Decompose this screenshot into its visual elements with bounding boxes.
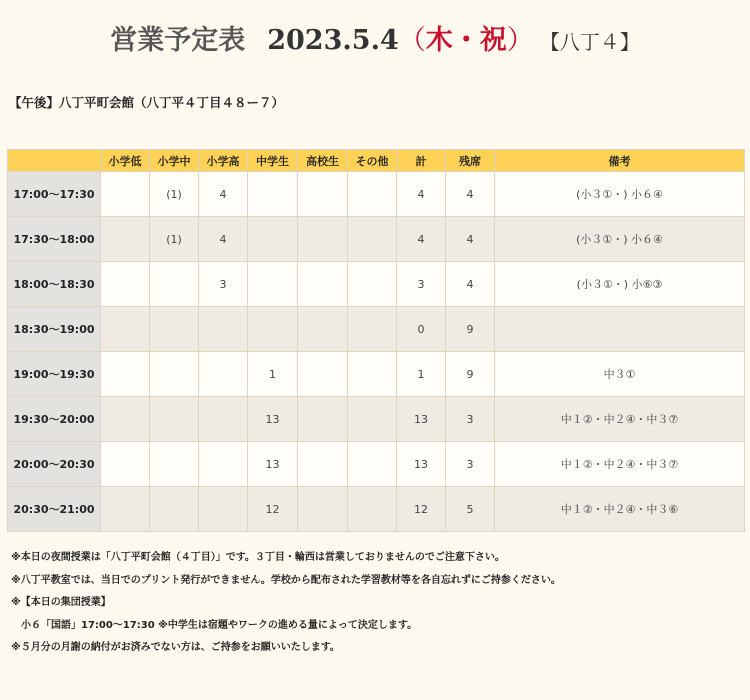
junior-high-cell	[248, 172, 298, 217]
grade-high-cell	[199, 487, 248, 532]
other-cell	[348, 262, 397, 307]
notes-section	[11, 551, 561, 664]
remaining-seats-cell: 3	[446, 397, 495, 442]
page-title	[0, 18, 750, 57]
grade-low-cell	[101, 172, 150, 217]
junior-high-cell	[248, 217, 298, 262]
grade-high-cell	[199, 442, 248, 487]
grade-high-cell: 3	[199, 262, 248, 307]
time-slot-cell: 18:00〜18:30	[8, 262, 101, 307]
note-line: ※本日の夜間授業は「八丁平町会館（４丁目）」です。３丁目・輪西は営業しておりませんのでご注意下さい。	[11, 552, 505, 563]
remarks-header: 備考	[495, 150, 745, 172]
total-cell: 4	[397, 172, 446, 217]
junior-high-cell: 13	[248, 397, 298, 442]
time-slot-cell: 20:30〜21:00	[8, 487, 101, 532]
title-paren-close: ）	[506, 25, 534, 56]
high-school-cell	[298, 352, 348, 397]
grade-low-cell	[101, 397, 150, 442]
grade-mid-header: 小学中	[150, 150, 199, 172]
remarks-cell: 中３①	[495, 352, 745, 397]
note-line: ※八丁平教室では、当日でのプリント発行ができません。学校から配布された学習教材等を各自忘れずにご持参ください。	[11, 574, 561, 586]
other-cell	[348, 172, 397, 217]
remaining-seats-cell: 9	[446, 307, 495, 352]
grade-high-cell: 4	[199, 172, 248, 217]
grade-low-cell	[101, 352, 150, 397]
grade-mid-cell: (1)	[150, 172, 199, 217]
other-cell	[348, 397, 397, 442]
other-cell	[348, 487, 397, 532]
table-header-row	[8, 150, 745, 172]
total-header: 計	[397, 150, 446, 172]
grade-mid-cell: (1)	[150, 217, 199, 262]
time-slot-cell: 18:30〜19:00	[8, 307, 101, 352]
remaining-seats-cell: 5	[446, 487, 495, 532]
remarks-cell	[495, 307, 745, 352]
junior-high-cell: 1	[248, 352, 298, 397]
remarks-cell: 中１②・中２④・中３⑦	[495, 397, 745, 442]
title-paren-open: （	[398, 25, 426, 56]
time-slot-cell: 19:00〜19:30	[8, 352, 101, 397]
remarks-cell: 中１②・中２④・中３⑦	[495, 442, 745, 487]
remaining-seats-cell: 4	[446, 217, 495, 262]
grade-mid-cell	[150, 397, 199, 442]
remarks-cell: 中１②・中２④・中３⑥	[495, 487, 745, 532]
junior-high-cell: 13	[248, 442, 298, 487]
grade-high-cell	[199, 307, 248, 352]
grade-low-cell	[101, 217, 150, 262]
venue-subtitle: 【午後】八丁平町会館（八丁平４丁目４８ー７）	[9, 95, 285, 110]
grade-high-header: 小学高	[199, 150, 248, 172]
high-school-cell	[298, 442, 348, 487]
remaining-seats-header: 残席	[446, 150, 495, 172]
remaining-seats-cell: 4	[446, 262, 495, 307]
total-cell: 1	[397, 352, 446, 397]
title-branch: 【八丁４】	[549, 30, 640, 54]
time-slot-cell: 20:00〜20:30	[8, 442, 101, 487]
high-school-cell	[298, 487, 348, 532]
total-cell: 13	[397, 442, 446, 487]
high-school-cell	[298, 262, 348, 307]
high-school-header: 高校生	[298, 150, 348, 172]
grade-high-cell	[199, 352, 248, 397]
time-header	[8, 150, 101, 172]
table-row	[8, 352, 745, 397]
remaining-seats-cell: 9	[446, 352, 495, 397]
junior-high-cell: 12	[248, 487, 298, 532]
title-main: 営業予定表	[110, 25, 246, 56]
high-school-cell	[298, 307, 348, 352]
grade-mid-cell	[150, 262, 199, 307]
title-date: 2023.5.4	[267, 25, 399, 56]
grade-mid-cell	[150, 487, 199, 532]
remarks-cell: (小３①・) 小６④	[495, 172, 745, 217]
other-cell	[348, 217, 397, 262]
other-cell	[348, 307, 397, 352]
table-row	[8, 262, 745, 307]
remarks-cell: (小３①・) 小６④	[495, 217, 745, 262]
total-cell: 12	[397, 487, 446, 532]
table-row	[8, 487, 745, 532]
time-slot-cell: 17:30〜18:00	[8, 217, 101, 262]
remarks-cell: (小３①・) 小⑥③	[495, 262, 745, 307]
junior-high-header: 中学生	[248, 150, 298, 172]
grade-low-cell	[101, 307, 150, 352]
total-cell: 3	[397, 262, 446, 307]
table-row	[8, 172, 745, 217]
high-school-cell	[298, 217, 348, 262]
total-cell: 13	[397, 397, 446, 442]
note-line: ※【本日の集団授業】	[11, 597, 111, 608]
grade-high-cell: 4	[199, 217, 248, 262]
grade-low-cell	[101, 262, 150, 307]
grade-low-header: 小学低	[101, 150, 150, 172]
high-school-cell	[298, 397, 348, 442]
note-line: ※５月分の月謝の納付がお済みでない方は、ご持参をお願いいたします。	[11, 642, 340, 653]
total-cell: 0	[397, 307, 446, 352]
remaining-seats-cell: 3	[446, 442, 495, 487]
junior-high-cell	[248, 307, 298, 352]
time-slot-cell: 19:30〜20:00	[8, 397, 101, 442]
remaining-seats-cell: 4	[446, 172, 495, 217]
grade-mid-cell	[150, 352, 199, 397]
time-slot-cell: 17:00〜17:30	[8, 172, 101, 217]
other-cell	[348, 442, 397, 487]
schedule-table	[7, 149, 745, 532]
table-row	[8, 307, 745, 352]
table-row	[8, 397, 745, 442]
grade-low-cell	[101, 487, 150, 532]
grade-mid-cell	[150, 442, 199, 487]
high-school-cell	[298, 172, 348, 217]
title-day: 木・祝	[425, 25, 507, 56]
table-row	[8, 217, 745, 262]
other-cell	[348, 352, 397, 397]
grade-high-cell	[199, 397, 248, 442]
note-line: 小６「国語」17:00〜17:30 ※中学生は宿題やワークの進める量によって決定します。	[21, 619, 418, 631]
total-cell: 4	[397, 217, 446, 262]
other-header: その他	[348, 150, 397, 172]
grade-mid-cell	[150, 307, 199, 352]
table-body	[8, 172, 745, 532]
junior-high-cell	[248, 262, 298, 307]
grade-low-cell	[101, 442, 150, 487]
table-row	[8, 442, 745, 487]
